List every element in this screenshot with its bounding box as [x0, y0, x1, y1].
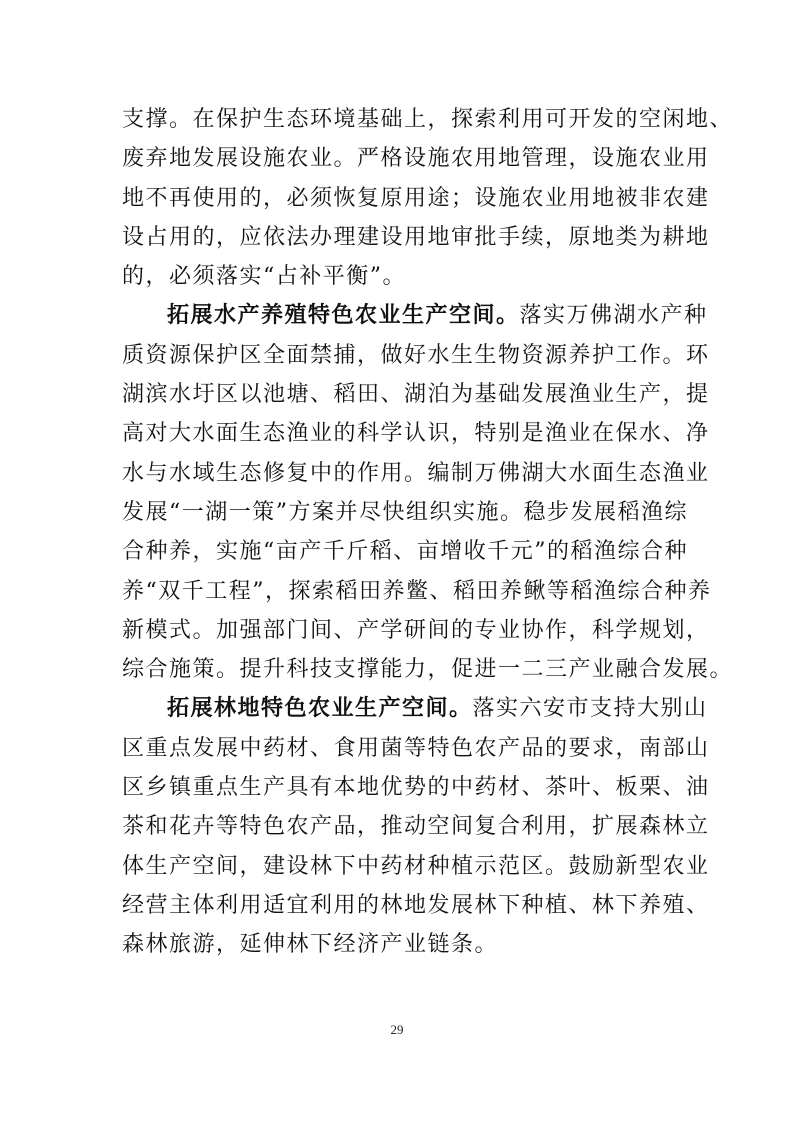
text-line: 支撑。在保护生态环境基础上，探索利用可开发的空闲地、 [122, 107, 734, 132]
text-line: 区重点发展中药材、食用菌等特色农产品的要求，南部山 [122, 735, 710, 761]
paragraph-heading: 拓展水产养殖特色农业生产空间。 [167, 303, 520, 329]
text-line: 的，必须落实“占补平衡”。 [122, 264, 406, 290]
text-line: 综合施策。提升科技支撑能力，促进一二三产业融合发展。 [122, 657, 734, 683]
document-page [122, 100, 734, 965]
text-line: 水与水域生态修复中的作用。编制万佛湖大水面生态渔业 [122, 460, 710, 486]
text-line: 发展“一湖一策”方案并尽快组织实施。稳步发展稻渔综 [122, 499, 688, 525]
paragraph-1 [122, 100, 734, 296]
text-line: 新模式。加强部门间、产学研间的专业协作，科学规划， [122, 617, 710, 643]
text-line: 茶和花卉等特色农产品，推动空间复合利用，扩展森林立 [122, 814, 710, 840]
text-run: 落实六安市支持大别山 [472, 696, 708, 722]
text-line: 高对大水面生态渔业的科学认识，特别是渔业在保水、净 [122, 421, 710, 447]
paragraph-2 [122, 296, 734, 689]
text-line: 合种养，实施“亩产千斤稻、亩增收千元”的稻渔综合种 [122, 539, 688, 565]
text-line: 森林旅游，延伸林下经济产业链条。 [122, 932, 499, 958]
paragraph-3 [122, 689, 710, 964]
text-line: 体生产空间，建设林下中药材种植示范区。鼓励新型农业 [122, 853, 710, 879]
text-line: 湖滨水圩区以池塘、稻田、湖泊为基础发展渔业生产，提 [122, 382, 710, 408]
page-number: 29 [390, 1022, 404, 1037]
text-line: 养“双千工程”，探索稻田养鳖、稻田养鳅等稻渔综合种养 [122, 578, 712, 604]
text-line [122, 689, 708, 728]
paragraph-heading: 拓展林地特色农业生产空间。 [167, 696, 473, 722]
text-line: 质资源保护区全面禁捕，做好水生生物资源养护工作。环 [122, 342, 710, 368]
text-line: 地不再使用的，必须恢复原用途；设施农业用地被非农建 [122, 185, 710, 211]
text-line: 区乡镇重点生产具有本地优势的中药材、茶叶、板栗、油 [122, 775, 710, 801]
text-line: 设占用的，应依法办理建设用地审批手续，原地类为耕地 [122, 224, 710, 250]
text-run: 落实万佛湖水产种 [519, 303, 708, 329]
text-line: 废弃地发展设施农业。严格设施农用地管理，设施农业用 [122, 146, 710, 172]
text-line: 经营主体利用适宜利用的林地发展林下种植、林下养殖、 [122, 892, 710, 918]
text-line [122, 296, 708, 335]
